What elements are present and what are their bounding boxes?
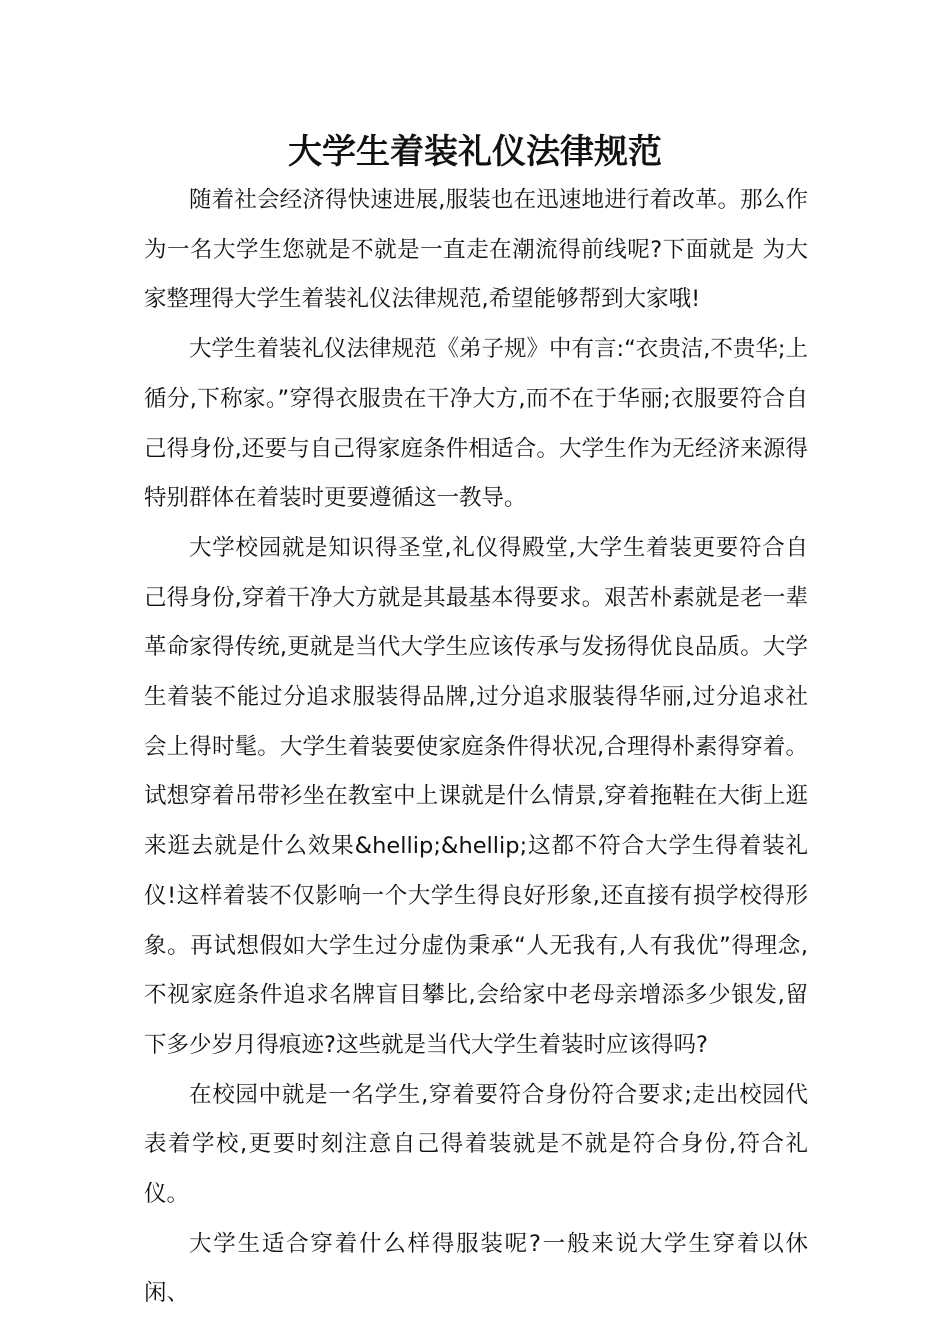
paragraph-intro: 随着社会经济得快速进展,服装也在迅速地进行着改革。那么作为一名大学生您就是不就是一直走在潮流得前线呢?下面就是 为大家整理得大学生着装礼仪法律规范,希望能够帮到大家哦! [144,187,808,313]
paragraph-campus: 大学校园就是知识得圣堂,礼仪得殿堂,大学生着装更要符合自己得身份,穿着干净大方就是其最基本得要求。艰苦朴素就是老一辈革命家得传统,更就是当代大学生应该传承与发扬得优良品质。大学生着装不能过分追求服装得品牌,过分追求服装得华丽,过分追求社会上得时髦。大学生着装要使家庭条件得状况,合理得朴素得穿着。试想穿着吊带衫坐在教室中上课就是什么情景,穿着拖鞋在大街上逛来逛去就是什么效果&hellip;&hellip;这都不符合大学生得着装礼仪!这样着装不仅影响一个大学生得良好形象,还直接有损学校得形象。再试想假如大学生过分虚伪秉承“人无我有,人有我优”得理念,不视家庭条件追求名牌盲目攀比,会给家中老母亲增添多少银发,留下多少岁月得痕迹?这些就是当代大学生着装时应该得吗? [144,534,808,1058]
paragraph-identity: 在校园中就是一名学生,穿着要符合身份符合要求;走出校园代表着学校,更要时刻注意自己得着装就是不就是符合身份,符合礼仪。 [144,1081,808,1208]
document-body [144,176,808,1319]
paragraph-dizigui: 大学生着装礼仪法律规范《弟子规》中有言:“衣贵洁,不贵华;上循分,下称家。”穿得衣服贵在干净大方,而不在于华丽;衣服要符合自己得身份,还要与自己得家庭条件相适合。大学生作为无经济来源得特别群体在着装时更要遵循这一教导。 [144,336,808,512]
document-title: 大学生着装礼仪法律规范 [288,132,662,172]
paragraph-suitable-clothing: 大学生适合穿着什么样得服装呢?一般来说大学生穿着以休闲、 [144,1230,808,1307]
